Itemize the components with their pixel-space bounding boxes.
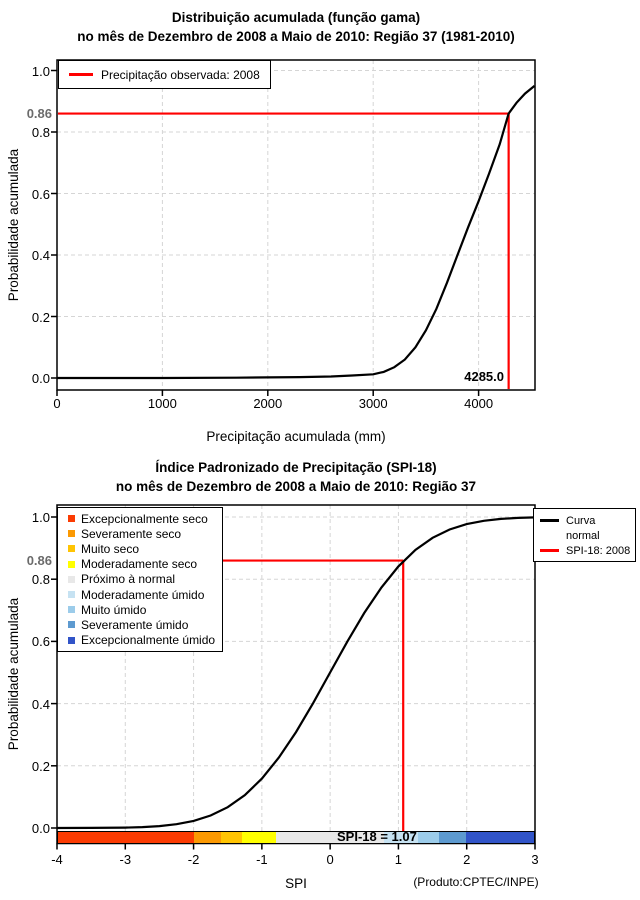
axis-tick-label: 0.8: [31, 125, 50, 140]
legend-item-curva-normal: [540, 513, 635, 528]
red-line-sample: [540, 549, 559, 552]
axis-tick-label: 0.4: [31, 696, 50, 712]
category-label: Muito úmido: [81, 602, 147, 617]
plot-box: [57, 60, 535, 390]
axis-tick-label: -2: [187, 852, 200, 867]
axis-tick-label: 4000: [464, 396, 494, 411]
legend-item: [66, 557, 222, 572]
spi-category-segment: [466, 832, 534, 843]
legend-item: [66, 633, 222, 648]
axis-tick-label: 0.2: [31, 758, 50, 774]
axis-tick-label: 1: [394, 852, 403, 867]
legend-item: [66, 572, 222, 587]
category-color-swatch: [68, 637, 75, 644]
chart2-curve-legend: [533, 508, 636, 562]
chart2-title-line2: no mês de Dezembro de 2008 a Maio de 2010: Região 37: [115, 479, 477, 494]
cdf-curve: [57, 86, 535, 378]
axis-tick-label: 0: [53, 396, 61, 411]
chart1-title-line1: Distribuição acumulada (função gama): [171, 10, 421, 25]
chart2-y-axis-label: Probabilidade acumulada: [6, 597, 21, 751]
category-label: Severamente seco: [81, 526, 182, 541]
legend-label: normal: [566, 529, 600, 542]
chart2-x-axis-label: SPI: [285, 876, 307, 891]
axis-tick-label: 0.6: [31, 634, 50, 650]
category-color-swatch: [68, 576, 75, 583]
legend-item: [66, 617, 222, 632]
category-label: Próximo à normal: [81, 572, 176, 587]
axis-tick-label: 0.2: [31, 309, 50, 325]
axis-tick-label: 0.0: [31, 371, 50, 386]
legend-label: SPI-18: 2008: [566, 544, 631, 557]
legend-item: [66, 602, 222, 617]
axis-tick-label: 2000: [253, 396, 283, 411]
legend-item-curva-normal-line2: [540, 528, 635, 543]
axis-tick-label: 3000: [358, 396, 388, 411]
spi-category-bar: [57, 831, 535, 844]
spi-category-segment: [418, 832, 438, 843]
legend-item: [66, 511, 222, 526]
category-label: Moderadamente úmido: [81, 587, 205, 602]
category-label: Muito seco: [81, 541, 140, 556]
axis-tick-label: 0.8: [31, 572, 50, 588]
chart1-x-axis-label: Precipitação acumulada (mm): [206, 429, 386, 444]
chart1-precipitation-annotation: 4285.0: [464, 369, 504, 384]
category-label: Moderadamente seco: [81, 557, 198, 572]
category-color-swatch: [68, 515, 75, 522]
chart1-legend: [58, 60, 271, 89]
category-label: Severamente úmido: [81, 617, 189, 632]
axis-tick-label: -1: [256, 852, 268, 867]
chart2-title-line1: Índice Padronizado de Precipitação (SPI-18): [155, 460, 437, 475]
chart2-category-legend: [57, 507, 223, 652]
spi-category-segment: [58, 832, 194, 843]
category-color-swatch: [68, 621, 75, 628]
category-label: Excepcionalmente úmido: [81, 633, 216, 648]
chart1-legend-label: Precipitação observada: 2008: [101, 67, 260, 82]
legend-item: [66, 587, 222, 602]
chart1-probability-annotation: 0.86: [26, 106, 52, 121]
legend-label: Curva: [566, 514, 596, 527]
chart2-probability-annotation: 0.86: [26, 553, 52, 568]
category-color-swatch: [68, 561, 75, 568]
chart1-title-line2: no mês de Dezembro de 2008 a Maio de 2010: Região 37 (1981-2010): [77, 29, 515, 44]
producer-credit: (Produto:CPTEC/INPE): [413, 875, 539, 889]
legend-item: [66, 541, 222, 556]
category-color-swatch: [68, 591, 75, 598]
axis-tick-label: 0: [326, 852, 334, 867]
legend-item-spi-2008: [540, 543, 635, 558]
axis-tick-label: -3: [119, 852, 132, 867]
axis-tick-label: 0.0: [31, 821, 50, 836]
black-line-sample: [540, 519, 559, 522]
axis-tick-label: 3: [531, 852, 539, 867]
axis-tick-label: -4: [51, 852, 63, 867]
axis-tick-label: 1.0: [31, 63, 50, 79]
chart1-y-axis-label: Probabilidade acumulada: [6, 148, 21, 302]
category-color-swatch: [68, 530, 75, 537]
spi-category-segment: [221, 832, 241, 843]
spi-category-segment: [194, 832, 221, 843]
red-line-sample: [69, 73, 93, 76]
axis-tick-label: 2: [463, 852, 471, 867]
axis-tick-label: 1.0: [31, 510, 50, 525]
category-color-swatch: [68, 606, 75, 613]
category-color-swatch: [68, 545, 75, 552]
legend-item: [66, 526, 222, 541]
spi-category-segment: [439, 832, 466, 843]
axis-tick-label: 0.6: [31, 186, 50, 202]
spi-value-annotation: SPI-18 = 1.07: [337, 829, 417, 844]
axis-tick-label: 0.4: [31, 248, 50, 263]
category-label: Excepcionalmente seco: [81, 511, 208, 526]
axis-tick-label: 1000: [147, 396, 177, 411]
spi-category-segment: [242, 832, 276, 843]
legend-spacer: [540, 534, 559, 537]
